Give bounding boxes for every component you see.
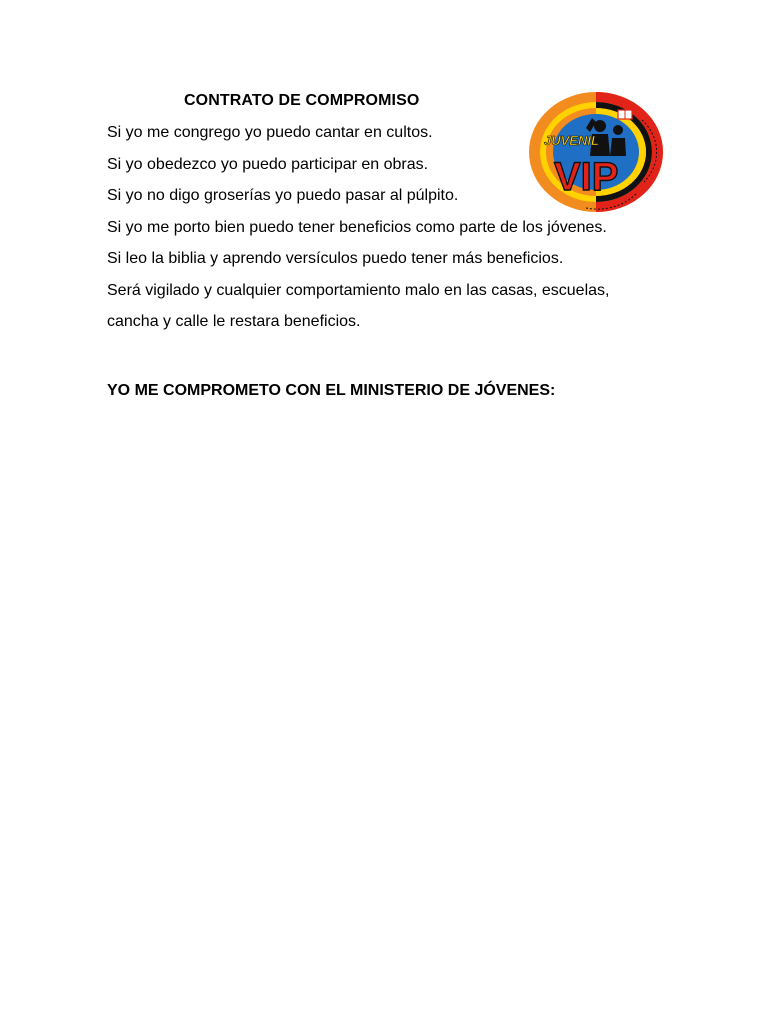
logo-main-text: VIP (554, 155, 619, 199)
contract-line: Si leo la biblia y aprendo versículos puedo tener más beneficios. (107, 250, 564, 267)
page-title: CONTRATO DE COMPROMISO (184, 92, 420, 109)
contract-line: Si yo me porto bien puedo tener beneficios como parte de los jóvenes. (107, 218, 607, 236)
logo-top-text: JUVENIL (544, 133, 599, 148)
book-icon (618, 110, 632, 119)
contract-line: Si yo no digo groserías yo puedo pasar al púlpito. (107, 187, 459, 204)
contract-line: Será vigilado y cualquier comportamiento malo en las casas, escuelas, (107, 281, 610, 299)
logo-graphic (526, 90, 666, 214)
contract-line: Si yo me congrego yo puedo cantar en cultos. (107, 124, 433, 141)
contract-line: cancha y calle le restara beneficios. (107, 313, 361, 330)
contract-line: Si yo obedezco yo puedo participar en obras. (107, 155, 429, 173)
commitment-heading: YO ME COMPROMETO CON EL MINISTERIO DE JÓVENES: (107, 382, 556, 399)
juvenil-vip-logo (526, 90, 666, 214)
